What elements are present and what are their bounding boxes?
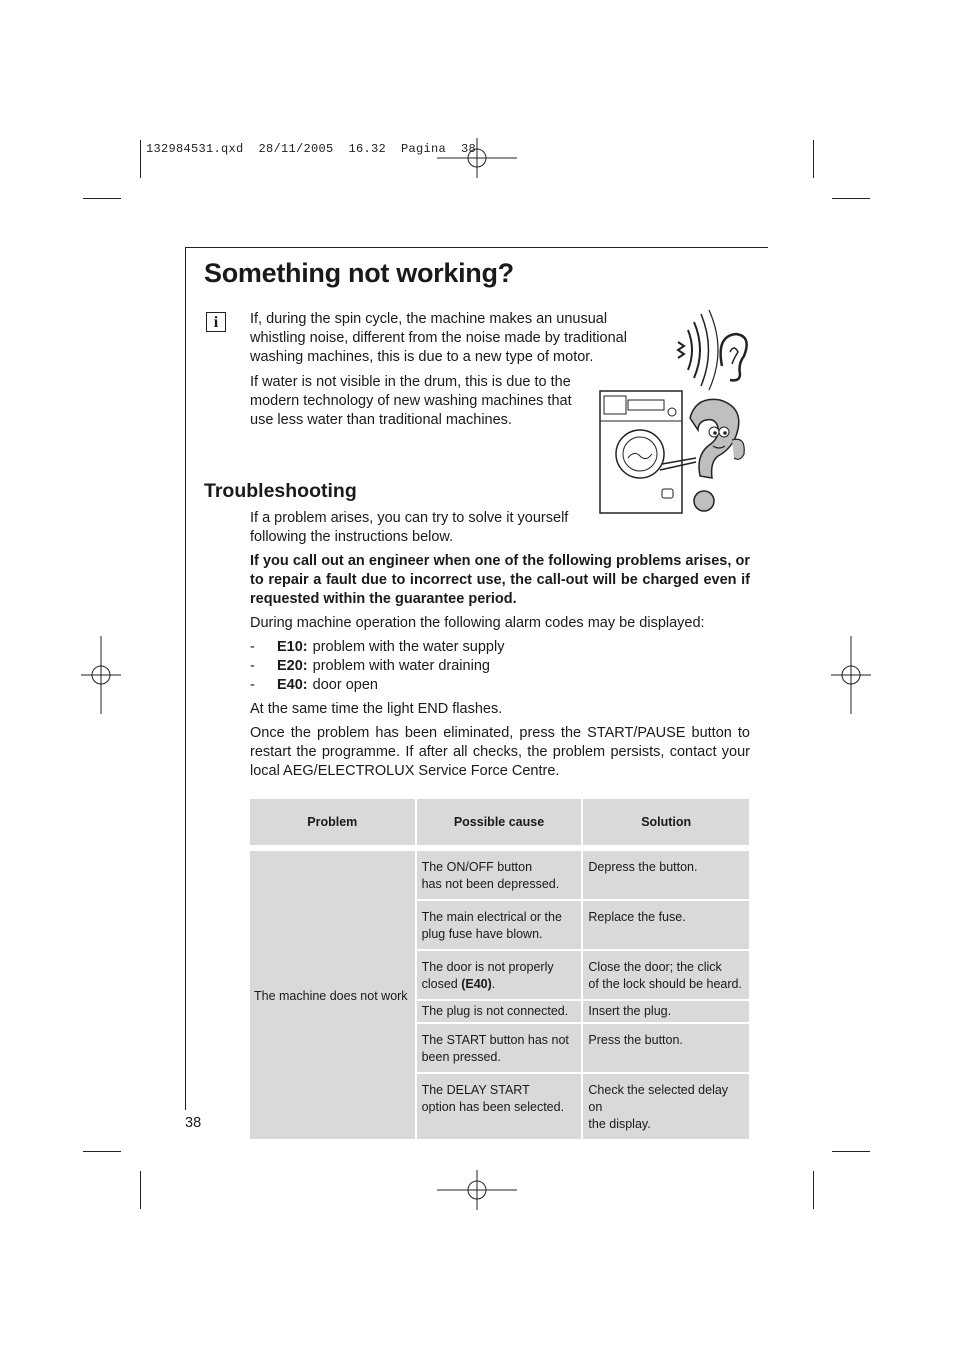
registration-mark-right [831, 636, 871, 714]
water-not-visible-paragraph: If water is not visible in the drum, this is due to the modern technology of new washing machines that use less water than traditional machines. [250, 374, 572, 428]
cause-cell: The main electrical or the plug fuse have blown. [417, 901, 582, 949]
troubleshooting-table [248, 797, 751, 1141]
registration-mark-bottom [437, 1170, 517, 1210]
cause-text-suffix: . [491, 977, 496, 991]
page-frame-left [185, 247, 186, 1110]
cause-cell [417, 951, 582, 999]
cause-cell: The DELAY START option has been selected. [417, 1074, 582, 1139]
page-frame-top [185, 247, 768, 248]
solution-cell: Depress the button. [583, 851, 749, 899]
column-header-cause: Possible cause [417, 799, 582, 845]
alarm-description: problem with the water supply [312, 639, 505, 655]
list-item [250, 638, 504, 657]
list-dash: - [250, 677, 255, 693]
restart-note: Once the problem has been eliminated, press the START/PAUSE button to restart the programme. If after all checks, the problem persists, contact your local AEG/ELECTROLUX Service Force Centre. [250, 725, 750, 779]
engineer-warning: If you call out an engineer when one of the following problems arises, or to repair a fault due to incorrect use, the call-out will be charged even if requested within the guarantee period. [250, 553, 750, 607]
light-note: At the same time the light END flashes. [250, 701, 503, 717]
alarm-code: E10: [277, 639, 308, 655]
table-row [250, 851, 749, 899]
alarm-intro: During machine operation the following alarm codes may be displayed: [250, 615, 705, 631]
alarm-description: problem with water draining [312, 658, 490, 674]
solution-cell: Replace the fuse. [583, 901, 749, 949]
column-header-problem: Problem [250, 799, 415, 845]
troubleshooting-heading: Troubleshooting [204, 480, 357, 502]
solution-cell: Close the door; the click of the lock should be heard. [583, 951, 749, 999]
page-title: Something not working? [204, 258, 514, 288]
cause-cell: The ON/OFF button has not been depressed. [417, 851, 582, 899]
solution-cell: Check the selected delay on the display. [583, 1074, 749, 1139]
print-header: 132984531.qxd 28/11/2005 16.32 Pagina 38 [146, 142, 477, 156]
spin-noise-paragraph: If, during the spin cycle, the machine makes an unusual whistling noise, different from the noise made by traditional washing machines, this is due to a new type of motor. [250, 311, 627, 365]
column-header-solution: Solution [583, 799, 749, 845]
solution-cell: Insert the plug. [583, 1001, 749, 1022]
ear-noise-icon [678, 310, 747, 390]
troubleshooting-intro: If a problem arises, you can try to solve it yourself following the instructions below. [250, 510, 569, 545]
cause-cell: The plug is not connected. [417, 1001, 582, 1022]
alarm-code-list [250, 638, 504, 695]
info-icon: i [206, 312, 226, 332]
registration-mark-top [437, 138, 517, 178]
list-dash: - [250, 658, 255, 674]
cause-cell: The START button has not been pressed. [417, 1024, 582, 1072]
alarm-code-ref: (E40) [461, 977, 492, 991]
list-item [250, 676, 504, 695]
washing-machine-drawing [600, 391, 682, 513]
problem-cell: The machine does not work [250, 851, 415, 1139]
list-dash: - [250, 639, 255, 655]
alarm-code: E40: [277, 677, 308, 693]
page-number: 38 [185, 1115, 202, 1131]
solution-cell: Press the button. [583, 1024, 749, 1072]
alarm-description: door open [312, 677, 378, 693]
list-item [250, 657, 504, 676]
washing-machine-question-mark-illustration [596, 308, 756, 518]
cause-text: The door is not properly closed [421, 960, 554, 991]
registration-mark-left [81, 636, 121, 714]
alarm-code: E20: [277, 658, 308, 674]
